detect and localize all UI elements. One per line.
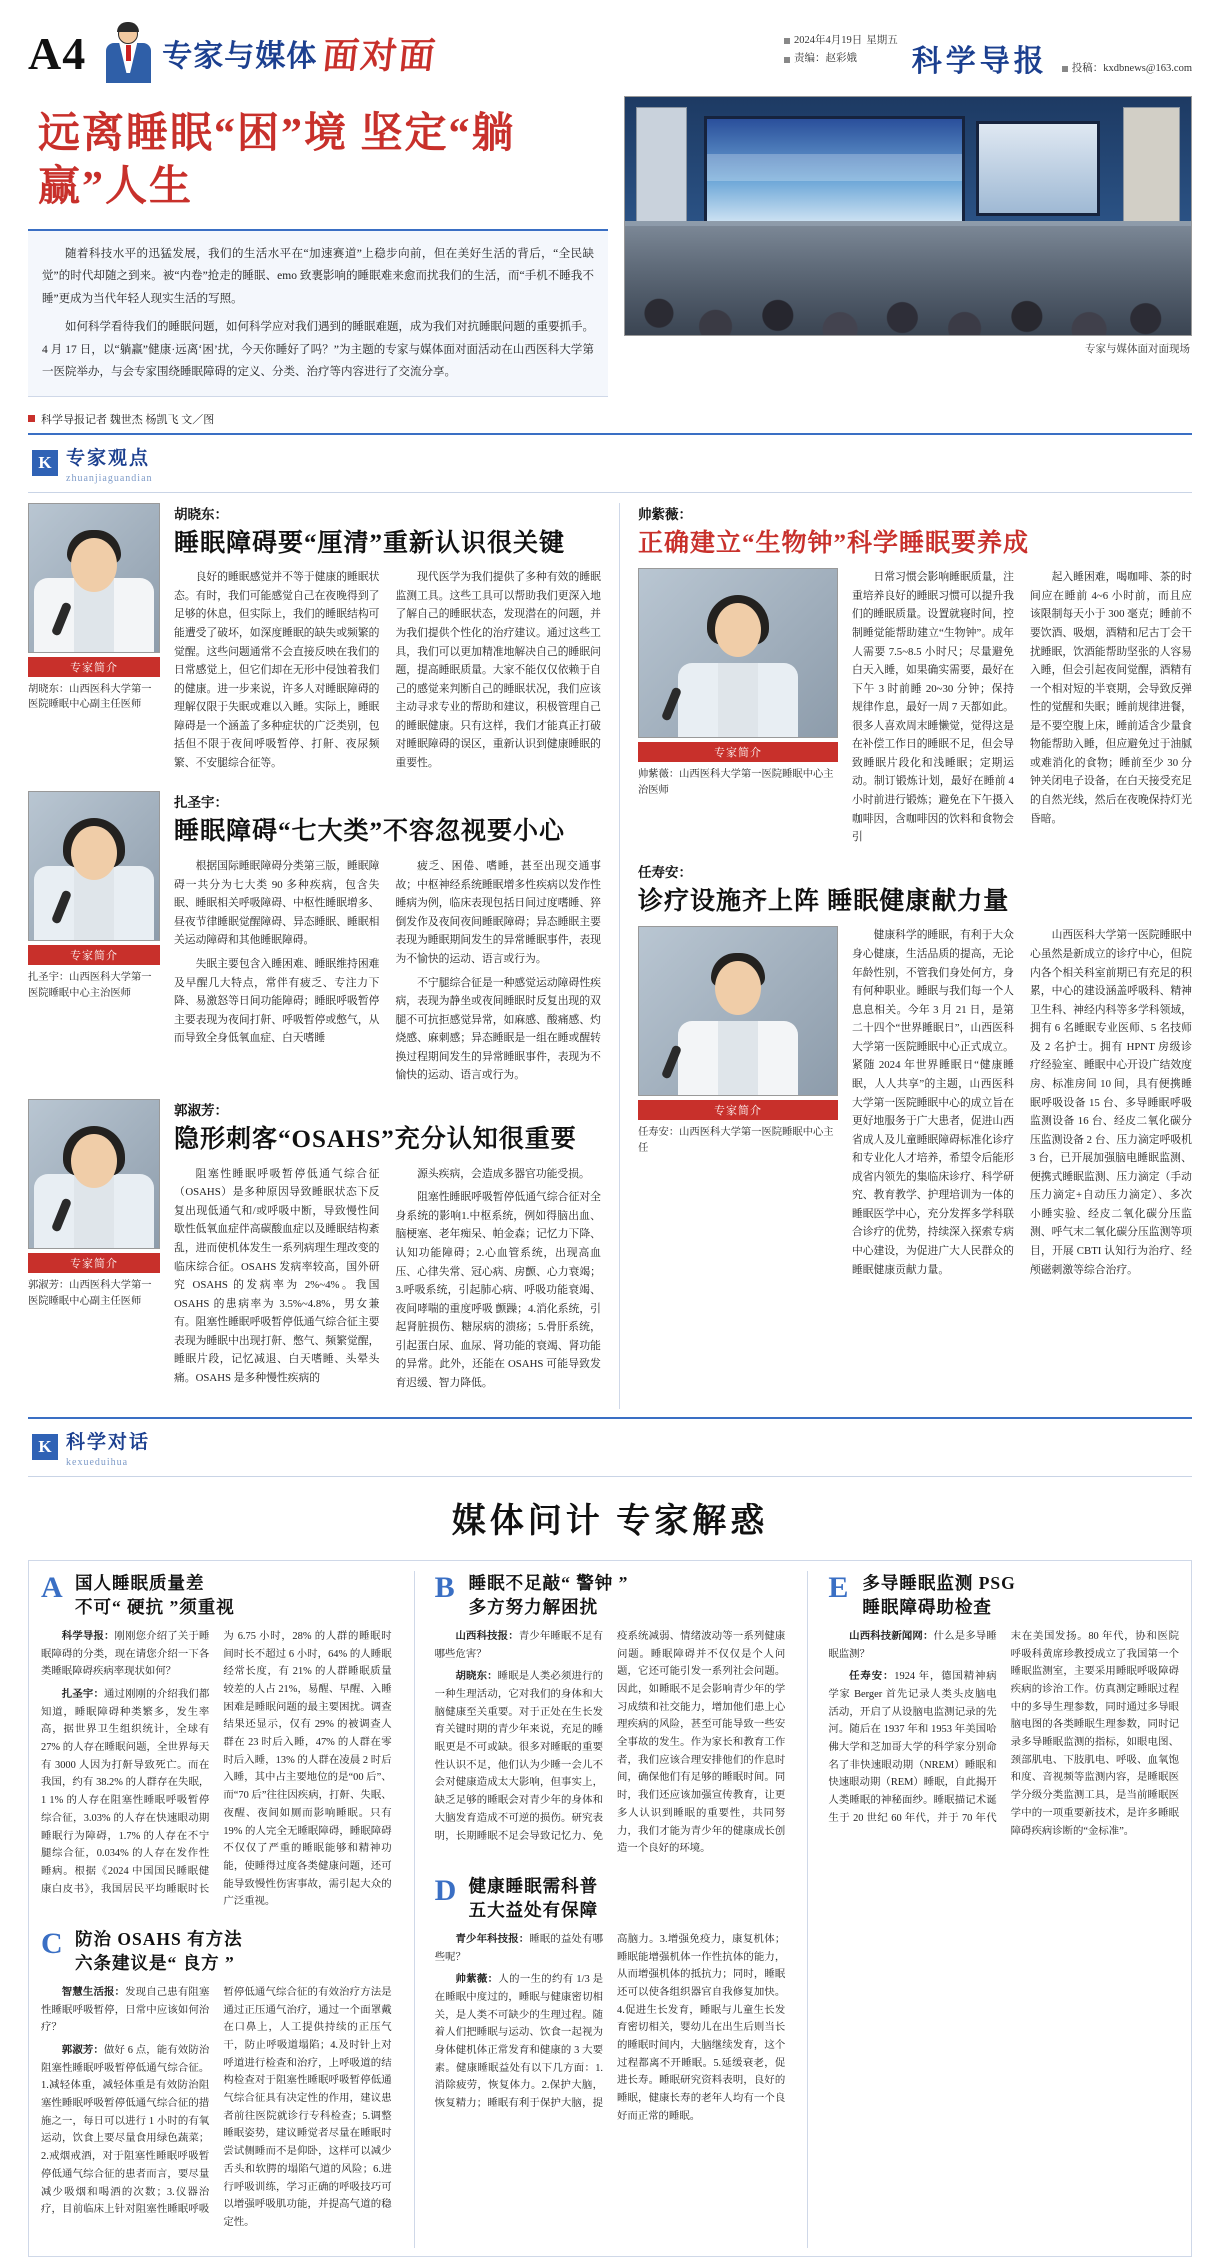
expert-body bbox=[174, 1165, 601, 1395]
paragraph: 起入睡困难，喝咖啡、茶的时间应在睡前 4~6 小时前，而且应该限制每天小于 300 毫克；睡前不要饮酒、吸烟，酒精和尼古丁会干扰睡眠，饮酒能帮助坚张的人容易入睡，但会引起夜间觉醒，酒精有一个相对短的半衰期，会导致反弹性的觉醒和失眠；睡前规律进餐，是不要空腹上床，睡前适含少量食物能帮助入睡，但应避免过于油腻或难消化的食物；睡前至少 30 分钟关闭电子设备，在白天接受充足的自然光线，然后在夜晚保持灯光昏暗。 bbox=[1029, 571, 1192, 825]
paragraph: 良好的睡眠感觉并不等于健康的睡眠状态。有时，我们可能感觉自己在夜晚得到了足够的休息，但实际上，我们的睡眠结构可能遭受了破坏，如深度睡眠的缺失或频繁的觉醒。这些问题通常不会直接反映在我们的日常感觉上，但它们却在无形中侵蚀着我们的健康。进一步来说，许多人对睡眠障碍的理解仅限于失眠或难以入睡。实际上，睡眠障碍是一个涵盖了多种症状的广泛类别，包括但不限于夜间呼吸暂停、打鼾、夜尿频繁、不安腿综合征等。 bbox=[174, 571, 380, 769]
masthead-meta bbox=[784, 26, 898, 69]
section-title-expert: 专家观点 bbox=[66, 447, 151, 469]
qa-question: 科学导报：刚刚您介绍了关于睡眠障碍的分类，现在请您介绍一下各类睡眠障碍疾病率现状如何？ bbox=[41, 1630, 210, 1678]
section-header-expert bbox=[28, 435, 1192, 490]
paper-name: 科学导报 bbox=[911, 45, 1048, 78]
expert-portrait-hu bbox=[28, 503, 160, 714]
expert-name: 胡晓东： bbox=[174, 506, 228, 522]
editor-line: 责编：赵彩娥 bbox=[794, 53, 858, 65]
expert-caption: 帅紫薇：山西医科大学第一医院睡眠中心主治医师 bbox=[637, 769, 834, 797]
qa-answer: 郭淑芳：做好 6 点，能有效防治阻塞性睡眠呼吸暂停低通气综合征。1.减轻体重，减轻体重是有效防治阻塞性睡眠呼吸暂停低通气综合征的措施之一，每日可以进行 1 小时的有氧运动，饮食上要尽量食用绿色蔬菜；2.戒烟戒酒，对于阻塞性睡眠呼吸暂停低通气综合征的患者而言，要尽量减少吸烟和喝酒的次数；3.仪器治疗，目前临床上针对阻塞性睡眠呼吸暂停低通气综合征的有效治疗方法是通过正压通气治疗，通过一个面罩戴在口鼻上，人工提供持续的正压气干，防止呼吸道塌陷；4.及时针上对呼道进行检查和治疗，上呼吸道的结构检查对于阻塞性睡眠呼吸暂停低通气综合征具有决定性的作用，建议患者前往医院就诊行专科检查；5.调整睡眠姿势，建议睡觉者尽量在睡眠时尝试侧睡而不是仰卧，这样可以减少舌头和软腭的塌陷气道的风险；6.进行呼吸训练，学习正确的呼吸技巧可以增强呼吸肌功能，并提高气道的稳定性。 bbox=[41, 1986, 392, 2228]
paragraph: 现代医学为我们提供了多种有效的睡眠监测工具。这些工具可以帮助我们更深入地了解自己的睡眠状态，发现潜在的问题，并为我们提供个性化的治疗建议。通过这些工具，我们可以更加精准地解决自己的睡眠问题，提高睡眠质量。大家不能仅仅依赖于自己的感觉来判断自己的睡眠状况，我们应该主动寻求专业的帮助和建议，积极管理自己的睡眠健康。只有这样，我们才能真正打破对睡眠障碍的误区，重新认识到健康睡眠的重要性。 bbox=[395, 571, 601, 769]
expert-badge: 专家简介 bbox=[28, 1253, 160, 1273]
expert-badge: 专家简介 bbox=[28, 945, 160, 965]
headline-column bbox=[28, 96, 608, 427]
expert-name: 帅紫薇： bbox=[637, 506, 692, 522]
paragraph: 根据国际睡眠障碍分类第三版，睡眠障碍一共分为七大类 90 多种疾病，包含失眠、睡眠相关呼吸障碍、中枢性睡眠增多、昼夜节律睡眠觉醒障碍、异态睡眠、睡眠相关运动障碍和其他睡眠障碍。 bbox=[174, 860, 380, 947]
expert-caption: 郭淑芳：山西医科大学第一医院睡眠中心副主任医师 bbox=[28, 1279, 152, 1307]
expert-caption: 任寿安：山西医科大学第一医院睡眠中心主任 bbox=[637, 1127, 834, 1155]
column-logo bbox=[100, 22, 440, 84]
qa-item-c bbox=[41, 1927, 392, 2232]
qa-column-3 bbox=[807, 1571, 1179, 2248]
qa-title-line2: 不可“ 硬抗 ”须重视 bbox=[75, 1597, 235, 1618]
paragraph: 不宁腿综合征是一种感觉运动障碍性疾病，表现为静坐或夜间睡眠时反复出现的双腿不可抗拒感觉异常，如麻感、酸痛感、灼烧感、麻刺感；异态睡眠是一组在睡或醒转换过程期间发生的异常睡眠事件，表现为不愉快的运动、语言或行为。 bbox=[395, 976, 601, 1082]
qa-body bbox=[435, 1628, 786, 1858]
expert-badge: 专家简介 bbox=[638, 1100, 838, 1120]
submission-email: 投稿：kxdbnews@163.com bbox=[1071, 63, 1192, 74]
expert-title: 隐形刺客“OSAHS”充分认知很重要 bbox=[174, 1125, 577, 1153]
qa-letter: D bbox=[434, 1873, 457, 1907]
qa-item-e bbox=[828, 1571, 1179, 1840]
section-k-icon: K bbox=[32, 450, 58, 476]
expert-block-zha bbox=[28, 791, 601, 1085]
expert-name: 扎圣宇： bbox=[174, 795, 228, 811]
qa-frame bbox=[28, 1560, 1192, 2257]
bullet-icon bbox=[784, 57, 790, 63]
photo-column bbox=[624, 96, 1192, 427]
expert-title: 正确建立“生物钟”科学睡眠要养成 bbox=[637, 529, 1029, 557]
paragraph: 阻塞性睡眠呼吸暂停低通气综合征对全身系统的影响1.中枢系统，例如得脑出血、脑梗塞、老年痴呆、帕金森；记忆力下降、认知功能障碍；2.心血管系统，出现高血压、心律失常、冠心病、房颤、心力衰竭；3.呼吸系统，引起肺心病、呼吸功能衰竭、夜间哮喘的重度呼吸 颤躁；4.消化系统，引起肾脏损伤、糖尿病的溃疡；5.骨肝系统，引起蛋白尿、血尿、肾功能的衰竭、肾功能的异常。此外，还能在 OSAHS 可能导致发育迟缓、智力降低。 bbox=[395, 1191, 601, 1389]
paragraph: 源头疾病，会造成多器官功能受损。 bbox=[417, 1167, 590, 1180]
expert-column-right bbox=[619, 503, 1192, 1409]
portrait-image bbox=[638, 926, 838, 1096]
expert-portrait-guo bbox=[28, 1099, 160, 1310]
qa-column-1 bbox=[41, 1571, 392, 2248]
expert-badge: 专家简介 bbox=[638, 742, 838, 762]
portrait-image bbox=[28, 1099, 160, 1249]
qa-answer: 胡晓东：睡眠是人类必须进行的一种生理活动，它对我们的身体和大脑健康至关重要。对于正处在生长发育关键时期的青少年来说，充足的睡眠更是不可或缺。很多对睡眠的重要性认识不足，他们认为少睡一会儿不会对健康造成太大影响，但事实上，缺乏足够的睡眠会对青少年的身体和大脑发育造成不可逆的损伤。研究表明，长期睡眠不足会导致记忆力、免疫系统减弱、情绪波动等一系列健康问题。睡眠障碍并不仅仅是个人问题，它还可能引发一系列社会问题。因此，如睡眠不足会影响青少年的学习成绩和社交能力，增加他们患上心理疾病的风险，甚至可能导致一些安全事故的发生。作为家长和教育工作者，我们应该合理安排他们的作息时间，确保他们有足够的睡眠时间。同时，我们还应该加强宣传教育，让更多人认识到睡眠的重要性，共同努力，我们才能为青少年的健康成长创造一个良好的环境。 bbox=[434, 1630, 786, 1855]
paragraph: 失眠主要包含入睡困难、睡眠维持困难及早醒几大特点，常伴有疲乏、专注力下降、易激怒等日间功能障碍；睡眠呼吸暂停主要表现为夜间打鼾、呼吸暂停或憋气，从而导致全身低氧血症、白天嗜睡 bbox=[174, 958, 380, 1045]
qa-body bbox=[828, 1628, 1179, 1840]
section-header-dialog bbox=[28, 1419, 1192, 1474]
submission-meta bbox=[1062, 26, 1192, 78]
qa-column-2 bbox=[414, 1571, 786, 2248]
issue-date: 2024年4月19日 bbox=[794, 35, 863, 46]
page-number: A4 bbox=[28, 27, 87, 79]
byline bbox=[28, 411, 608, 427]
lede-box bbox=[28, 229, 608, 397]
qa-title-line1: 防治 OSAHS 有方法 bbox=[75, 1928, 243, 1949]
expert-block-hu bbox=[28, 503, 601, 778]
qa-item-d bbox=[435, 1874, 786, 2126]
expert-portrait-zha bbox=[28, 791, 160, 1002]
qa-title-line1: 睡眠不足敲“ 警钟 ” bbox=[468, 1572, 629, 1593]
portrait-image bbox=[28, 791, 160, 941]
paragraph: 健康科学的睡眠，有利于大众身心健康，生活品质的提高，无论年龄性别，不管我们身处何方，身有何种职业。睡眠与我们每一个人息息相关。今年 3 月 21 日，是第二十四个“世界睡眠日”，山西医科大学第一医院睡眠中心正式成立。紧随 2024 年世界睡眠日“健康睡眠，人人共享”的主题，山西医科大学第一医院睡眠中心的成立旨在更好地服务于广大患者，促进山西省成人及儿童睡眠障碍标准化诊疗和专业化人才培养，希望令后能形成省内领先的集临床诊疗、科学研究、教育教学、护理培训为一体的睡眠医学中心，充分发挥多学科联合诊疗的优势，持续深入探索专病中心建设，为促进广大人民群众的睡眠健康贡献力量。 bbox=[851, 929, 1014, 1276]
qa-title-line2: 多方努力解困扰 bbox=[468, 1597, 599, 1618]
qa-answer: 帅紫薇：人的一生的约有 1/3 是在睡眠中度过的，睡眠与健康密切相关，是人类不可缺少的生理过程。随着人们把睡眠与运动、饮食一起视为身体健机体正常发育和健康的 3 大要素。健康睡眠益处有以下几方面：1.消除疲劳，恢复体力。2.保护大脑，恢复精力；睡眠有利于保护大脑，提高脑力。3.增强免疫力，康复机体；睡眠能增强机体一作性抗体的能力，从而增强机体的抵抗力；同时，睡眠还可以使各组织器官自我修复加快。4.促进生长发育，睡眠与儿童生长发育密切相关，婴幼儿在出生后则当长的睡眠时间内，大脑继续发育，这个过程都离不开睡眠。5.延缓衰老，促进长寿。睡眠研究资料表明，良好的睡眠，健康长寿的老年人均有一个良好而正常的睡眠。 bbox=[434, 1933, 786, 2122]
expert-block-ren bbox=[638, 861, 1192, 1284]
doctor-illustration-icon bbox=[100, 22, 158, 84]
qa-question: 山西科技新闻网：什么是多导睡眠监测？ bbox=[828, 1630, 997, 1660]
expert-block-guo bbox=[28, 1099, 601, 1395]
expert-body bbox=[174, 857, 601, 1085]
expert-body bbox=[174, 568, 601, 777]
paragraph: 日常习惯会影响睡眠质量，注重培养良好的睡眠习惯可以提升我们的睡眠质量。设置就寝时间，控制睡觉能帮助建立“生物钟”。成年人需要 7.5~8.5 小时尺；尽量避免白天入睡，如果确实需要，最好在下午 3 时前睡 20~30 分钟；保持规律作息，最好一周 7 天都如此。很多人喜欢周末睡懒觉，觉得这是在补偿工作日的睡眠不足，但会导致睡眠片段化和浅睡眠；定期运动。制订锻炼计划，最好在睡前 4 小时前进行锻炼；避免在下午摄入咖啡因，含咖啡因的饮料和食物会引 bbox=[851, 571, 1014, 844]
expert-title: 诊疗设施齐上阵 睡眠健康献力量 bbox=[637, 887, 1010, 915]
qa-title-line1: 多导睡眠监测 PSG bbox=[862, 1572, 1016, 1593]
issue-weekday: 星期五 bbox=[866, 35, 898, 46]
qa-question: 智慧生活报：发现自己患有阻塞性睡眠呼吸暂停，日常中应该如何治疗？ bbox=[41, 1986, 210, 2034]
dialog-big-title: 媒体问计 专家解惑 bbox=[451, 1502, 769, 1540]
qa-title-line1: 健康睡眠需科普 bbox=[468, 1875, 599, 1896]
expert-caption: 胡晓东：山西医科大学第一医院睡眠中心副主任医师 bbox=[28, 683, 152, 711]
byline-bullet-icon bbox=[28, 415, 35, 422]
expert-title: 睡眠障碍要“厘清”重新认识很关键 bbox=[174, 529, 566, 557]
expert-body bbox=[852, 568, 1192, 846]
section-pinyin-expert: zhuanjiaguandian bbox=[66, 472, 153, 484]
paragraph: 山西医科大学第一医院睡眠中心虽然是新成立的诊疗中心，但院内各个相关科室前期已有充足的积累，中心的建设涵盖呼吸科、精神卫生科、神经内科等多学科领域，拥有 6 名睡眠专业医师、5 名技师及 2 名护士。拥有 HPNT 房级诊疗经验室、睡眠中心开设广结效度房、标准房间 10 间，具有便携睡眠呼吸设备 15 台、多导睡眠呼吸监测设备 16 台、经皮二氧化碳分压监测设备 2 台、压力滴定呼吸机 3 台，已开展加强脑电睡眠监测、便携式睡眠监测、压力滴定（手动压力滴定+自动压力滴定）、多次小睡实验、经皮二氧化碳分压监测、呼气末二氧化碳分压监测等项目，开展 CBTI 认知行为治疗、经颅磁刺激等综合治疗。 bbox=[1029, 929, 1192, 1276]
qa-answer: 任寿安：1924 年，德国精神病学家 Berger 首先记录人类头皮脑电活动，开启了从设脑电监测记录的先河。随后在 1937 年和 1953 年美国哈佛大学和芝加哥大学的科学家分别命名了非快速眼动期（NREM）睡眠和快速眼动期（REM）睡眠，自此揭开人类睡眠的神秘面纱。睡眠描记术诞生于 20 世纪 60 年代，并于 70 年代末在美国发扬。80 年代，协和医院呼吸科黄席珍教授成立了我国第一个睡眠监测室，主要采用睡眠呼吸障碍疾病的诊治工作。仿真测定睡眠过程中的多导生理参数，同时通过多导眼脑电图的各类睡眠生理参数，同时记录多导睡眠监测的指标，如眼电图、颈部肌电、下肢肌电、呼吸、血氧饱和度、音视频等监测内容，是睡眠医学分级分类监测工具，是当前睡眠医学中的一项重要新技术，是许多睡眠障碍疾病诊断的“金标准”。 bbox=[828, 1630, 1179, 1837]
expert-portrait-ren bbox=[638, 926, 838, 1157]
qa-question: 山西科技报：青少年睡眠不足有哪些危害？ bbox=[434, 1630, 604, 1660]
qa-item-a bbox=[41, 1571, 392, 1911]
qa-letter: B bbox=[434, 1570, 455, 1604]
bullet-icon bbox=[1062, 66, 1068, 72]
bullet-icon bbox=[784, 38, 790, 44]
portrait-image bbox=[28, 503, 160, 653]
portrait-image bbox=[638, 568, 838, 738]
lede-paragraph-2: 如何科学看待我们的睡眠问题，如何科学应对我们遇到的睡眠难题，成为我们对抗睡眠问题的重要抓手。4 月 17 日，以“躺赢”健康·远离‘困’扰，今天你睡好了吗？”为主题的专家与媒体面对面活动在山西医科大学第一医院举办，与会专家围绕睡眠障碍的定义、分类、治疗等内容进行了交流分享。 bbox=[42, 321, 594, 379]
qa-item-b bbox=[435, 1571, 786, 1858]
qa-title-line1: 国人睡眠质量差 bbox=[75, 1572, 205, 1593]
paragraph: 疲乏、困倦、嗜睡，甚至出现交通事故；中枢神经系统睡眠增多性疾病以发作性睡病为例，临床表现包括日间过度嗜睡、猝倒发作及夜间夜间睡眠障碍；异态睡眠主要表现为睡眠期间发生的异常睡眠事件，表现为不愉快的运动、语言或行为。 bbox=[395, 860, 601, 966]
qa-letter: A bbox=[41, 1570, 63, 1604]
qa-title-line2: 睡眠障碍助检查 bbox=[862, 1597, 992, 1618]
qa-grid bbox=[41, 1571, 1179, 2248]
qa-letter: C bbox=[41, 1926, 63, 1960]
top-section bbox=[28, 96, 1192, 427]
expert-caption: 扎圣宇：山西医科大学第一医院睡眠中心主治医师 bbox=[28, 972, 152, 1000]
paragraph: 阻塞性睡眠呼吸暂停低通气综合征（OSAHS）是多种原因导致睡眠状态下反复出现低通气和/或呼吸中断，导致慢性间歇性低氧血症伴高碳酸血症以及睡眠结构紊乱，进而使机体发生一系列病理生理改变的临床综合征。OSAHS 发病率较高，国外研究 OSAHS 的发病率为 2%~4%。我国 OSAHS 的患病率为 3.5%~4.8%，男女兼有。阻塞性睡眠呼吸暂停低通气综合征主要表现为睡眠中出现打鼾、憋气、频繁觉醒，睡眠片段，记忆减退、白天嗜睡、头晕头痛。OSAHS 是多种慢性疾病的 bbox=[174, 1167, 380, 1384]
qa-body bbox=[41, 1628, 392, 1911]
byline-text: 科学导报记者 魏世杰 杨凯飞 文／图 bbox=[41, 413, 215, 426]
qa-letter: E bbox=[828, 1570, 849, 1604]
qa-title-line2: 五大益处有保障 bbox=[468, 1900, 599, 1921]
expert-badge: 专家简介 bbox=[28, 657, 160, 677]
event-photo bbox=[624, 96, 1192, 336]
main-headline: 远离睡眠“困”境 坚定“躺赢”人生 bbox=[38, 111, 516, 210]
expert-column-left bbox=[28, 503, 601, 1409]
photo-caption: 专家与媒体面对面现场 bbox=[1085, 344, 1190, 355]
expert-body bbox=[852, 926, 1192, 1284]
lede-paragraph-1: 随着科技水平的迅猛发展，我们的生活水平在“加速赛道”上稳步向前，但在美好生活的背后，“全民缺觉”的时代却随之到来。被“内卷”抢走的睡眠、emo 致裹影响的睡眠难来愈而扰我们的生活，而“手机不睡我不睡”更成为当代年轻人现实生活的写照。 bbox=[42, 248, 594, 305]
qa-answer: 扎圣宇：通过刚刚的介绍我们都知道，睡眠障碍种类繁多，发生率高，据世界卫生组织统计，全球有 27% 的人存在睡眠问题，全世界每天有 3000 人因为打鼾导致死亡。而在我国，约有 38.2% 的人群存在失眠，1 1% 的人存在阻塞性睡眠呼吸暂停综合征，3.03% 的人存在快速眼动期睡眠行为障碍，1.7% 的人存在不宁腿综合征，0.034% 的人存在发作性睡病。根据《2024 中国国民睡眠健康白皮书》，我国居民平均睡眠时长为 6.75 小时，28% 的人群的睡眠时间时长不超过 6 小时，64% 的人睡眠经常长度，有 21% 的人群睡眠质量较差的人占 21%，易醒、早醒、入睡困难是睡眠问题的最主要困扰。调查结果还显示，仅有 29% 的被调查人群在 23 时后入睡，47% 的人群在零时后入睡，13% 的人群在凌晨 2 时后入睡，其中占主要地位的是“00 后”、而“70 后”往往因疾病，打鼾、失眠、夜醒、夜间如厕而影响睡眠。只有 19% 的人完全无睡眠障碍，睡眠障碍不仅仅了严重的睡眠能够和精神功能，使睡得过度各类健康问题，还可能导致慢性伤害事故，需引起大众的广泛重视。 bbox=[41, 1630, 392, 1908]
expert-title: 睡眠障碍“七大类”不容忽视要小心 bbox=[174, 818, 566, 846]
qa-body bbox=[435, 1931, 786, 2126]
column-logo-text-1: 专家与媒体 bbox=[162, 40, 318, 73]
masthead-right bbox=[784, 26, 1192, 80]
section-k-icon: K bbox=[32, 1434, 58, 1460]
expert-name: 郭淑芳： bbox=[174, 1102, 228, 1118]
expert-block-shuai bbox=[638, 503, 1192, 847]
expert-name: 任寿安： bbox=[637, 864, 692, 880]
qa-body bbox=[41, 1984, 392, 2232]
expert-opinions bbox=[28, 493, 1192, 1409]
qa-question: 青少年科技报：睡眠的益处有哪些呢？ bbox=[434, 1933, 604, 1963]
qa-title-line2: 六条建议是“ 良方 ” bbox=[75, 1953, 235, 1974]
masthead bbox=[28, 0, 1192, 92]
section-pinyin-dialog: kexueduihua bbox=[66, 1456, 129, 1468]
expert-portrait-shuai bbox=[638, 568, 838, 799]
section-title-dialog: 科学对话 bbox=[66, 1431, 151, 1453]
column-logo-text-2: 面对面 bbox=[320, 35, 440, 76]
